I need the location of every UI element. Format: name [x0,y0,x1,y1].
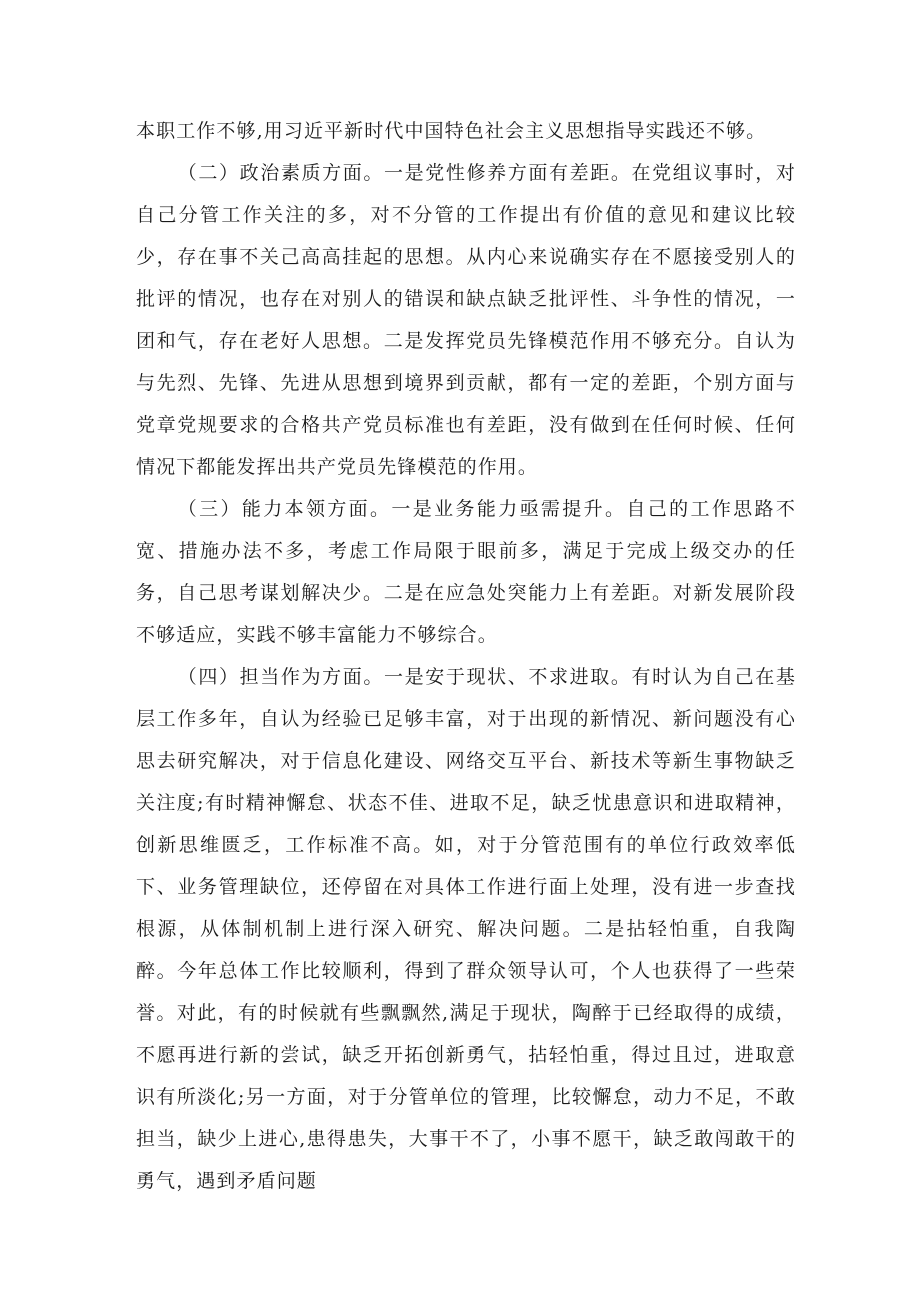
paragraph-responsibility: （四）担当作为方面。一是安于现状、不求进取。有时认为自己在基层工作多年，自认为经验已足够丰富，对于出现的新情况、新问题没有心思去研究解决，对于信息化建设、网络交互平台、新技术等新生事物缺乏关注度;有时精神懈怠、状态不佳、进取不足，缺乏忧患意识和进取精神，创新思维匮乏，工作标准不高。如，对于分管范围有的单位行政效率低下、业务管理缺位，还停留在对具体工作进行面上处理，没有进一步查找根源，从体制机制上进行深入研究、解决问题。二是拈轻怕重，自我陶醉。今年总体工作比较顺利，得到了群众领导认可，个人也获得了一些荣誉。对此，有的时候就有些飘飘然,满足于现状，陶醉于已经取得的成绩，不愿再进行新的尝试，缺乏开拓创新勇气，拈轻怕重，得过且过，进取意识有所淡化;另一方面，对于分管单位的管理，比较懈怠，动力不足，不敢担当，缺少上进心,患得患失，大事干不了，小事不愿干，缺乏敢闯敢干的勇气，遇到矛盾问题 [136,666,796,1192]
paragraph-political-quality: （二）政治素质方面。一是党性修养方面有差距。在党组议事时，对自己分管工作关注的多，对不分管的工作提出有价值的意见和建议比较少，存在事不关己高高挂起的思想。从内心来说确实存在不愿接受别人的批评的情况，也存在对别人的错误和缺点缺乏批评性、斗争性的情况，一团和气，存在老好人思想。二是发挥党员先锋模范作用不够充分。自认为与先烈、先锋、先进从思想到境界到贡献，都有一定的差距，个别方面与党章党规要求的合格共产党员标准也有差距，没有做到在任何时候、任何情况下都能发挥出共产党员先锋模范的作用。 [136,162,796,478]
paragraph-continuation: 本职工作不够,用习近平新时代中国特色社会主义思想指导实践还不够。 [136,120,767,142]
document-body [136,110,796,1202]
paragraph-ability: （三）能力本领方面。一是业务能力亟需提升。自己的工作思路不宽、措施办法不多，考虑工作局限于眼前多，满足于完成上级交办的任务，自己思考谋划解决少。二是在应急处突能力上有差距。对新发展阶段不够适应，实践不够丰富能力不够综合。 [136,498,796,646]
